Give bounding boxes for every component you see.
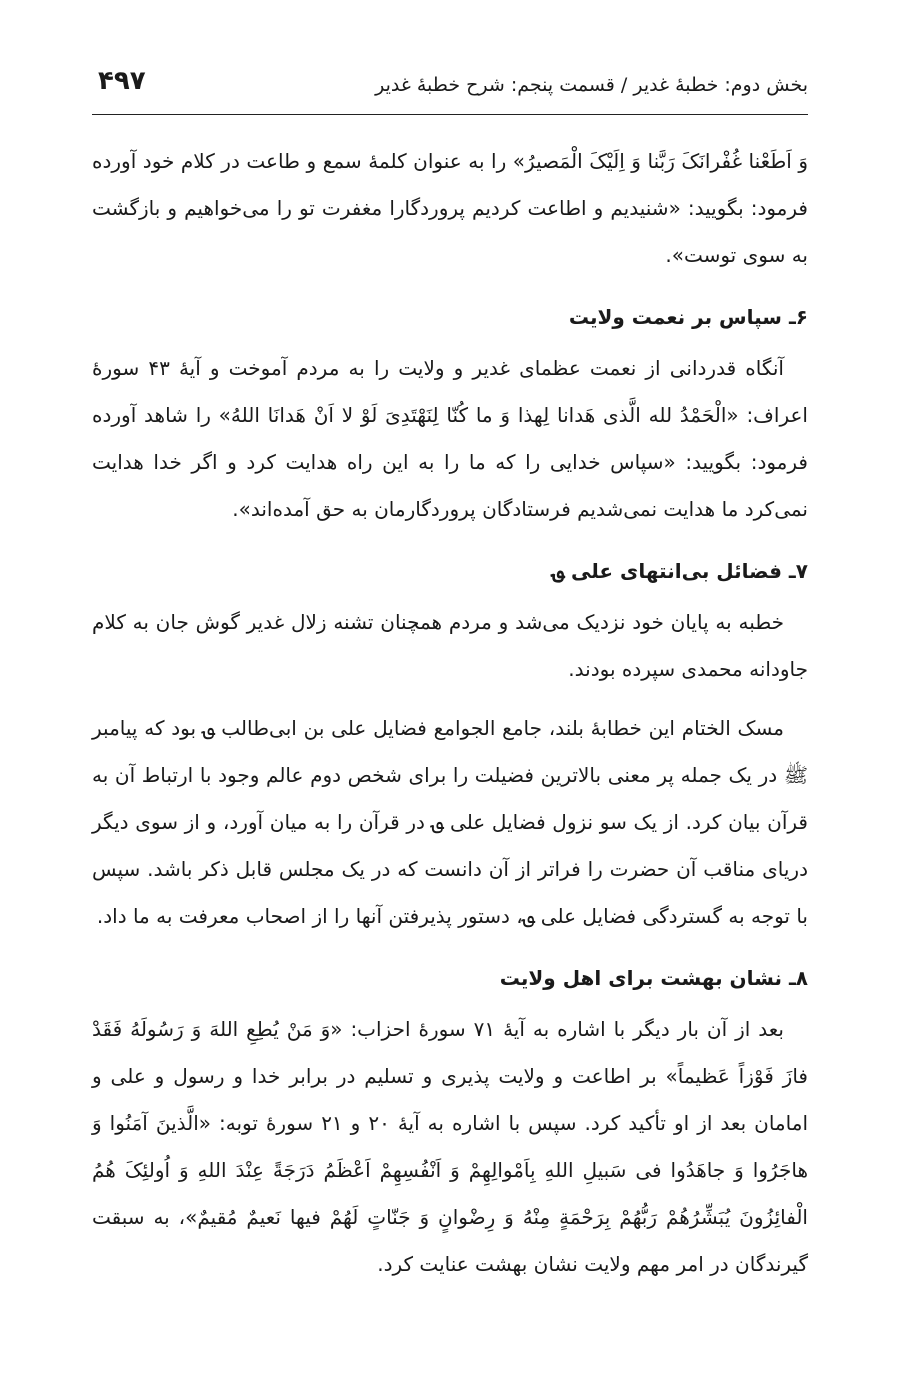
section-6-heading: ۶ـ سپاس بر نعمت ولایت xyxy=(568,305,808,329)
paragraph-gap xyxy=(92,693,808,705)
running-header xyxy=(92,66,808,106)
header-rule xyxy=(92,114,808,115)
page-content xyxy=(92,138,808,1288)
section-8-heading: ۸ـ نشان بهشت برای اهل ولایت xyxy=(499,966,808,990)
intro-paragraph: وَ اَطَعْنا غُفْرانَکَ رَبَّنا وَ اِلَیْکَ الْمَصیرُ» را به عنوان کلمهٔ سمع و طاعت در کلام خود آورده فرمود: بگویید: «شنیدیم و اطاعت کردیم پروردگارا مغفرت تو را می‌خواهیم و بازگشت به سوی توست». xyxy=(92,149,808,267)
section-7-heading: ۷ـ فضائل بی‌انتهای علی ؈ xyxy=(552,559,808,583)
section-6-paragraph: آنگاه قدردانی از نعمت عظمای غدیر و ولایت را به مردم آموخت و آیهٔ ۴۳ سورهٔ اعراف: «الْحَمْدُ لله الَّذی هَدانا لِهذا وَ ما کُنّا لِنَهْتَدِیَ لَوْ لا اَنْ هَدانَا اللهُ» را شاهد آورده فرمود: بگویید: «سپاس خدایی را که ما را به این راه هدایت کرد و اگر خدا هدایت نمی‌کرد ما هدایت نمی‌شدیم فرستادگان پروردگارمان به حق آمده‌اند». xyxy=(92,356,808,521)
section-7-paragraph-2: مسک الختام این خطابهٔ بلند، جامع الجوامع فضایل علی بن ابی‌طالب ؈ بود که پیامبر ﷺ در یک جمله پر معنی بالاترین فضیلت را برای شخص دوم عالم وجود با ارتباط آن به قرآن بیان کرد. از یک سو نزول فضایل علی ؈ در قرآن را به میان آورد، و از سوی دیگر دریای مناقب آن حضرت را فراتر از آن دانست که در یک مجلس قابل ذکر باشد. سپس با توجه به گستردگی فضایل علی ؈، دستور پذیرفتن آنها را از اصحاب معرفت به ما داد. xyxy=(92,716,808,928)
running-title: بخش دوم: خطبهٔ غدیر / قسمت پنجم: شرح خطبهٔ غدیر xyxy=(375,74,808,96)
book-page xyxy=(92,0,808,1390)
section-7-paragraph-1: خطبه به پایان خود نزدیک می‌شد و مردم همچنان تشنه زلال غدیر گوش جان به کلام جاودانه محمدی سپرده بودند. xyxy=(92,610,808,681)
section-8-paragraph: بعد از آن بار دیگر با اشاره به آیهٔ ۷۱ سورهٔ احزاب: «وَ مَنْ یُطِعِ اللهَ وَ رَسُولَهُ فَقَدْ فازَ فَوْزاً عَظیماً» بر اطاعت و ولایت پذیری و تسلیم در برابر خدا و رسول و علی و امامان بعد از او تأکید کرد. سپس با اشاره به آیهٔ ۲۰ و ۲۱ سورهٔ توبه: «الَّذینَ آمَنُوا وَ هاجَرُوا وَ جاهَدُوا فی سَبیلِ اللهِ بِاَمْوالِهِمْ وَ اَنْفُسِهِمْ اَعْظَمُ دَرَجَةً عِنْدَ اللهِ وَ اُولئِکَ هُمُ الْفائِزُونَ یُبَشِّرُهُمْ رَبُّهُمْ بِرَحْمَةٍ مِنْهُ وَ رِضْوانٍ وَ جَنّاتٍ لَهُمْ فیها نَعیمٌ مُقیمٌ»، به سبقت گیرندگان در امر مهم ولایت نشان بهشت عنایت کرد. xyxy=(92,1017,809,1276)
page-number: ۴۹۷ xyxy=(98,66,146,96)
